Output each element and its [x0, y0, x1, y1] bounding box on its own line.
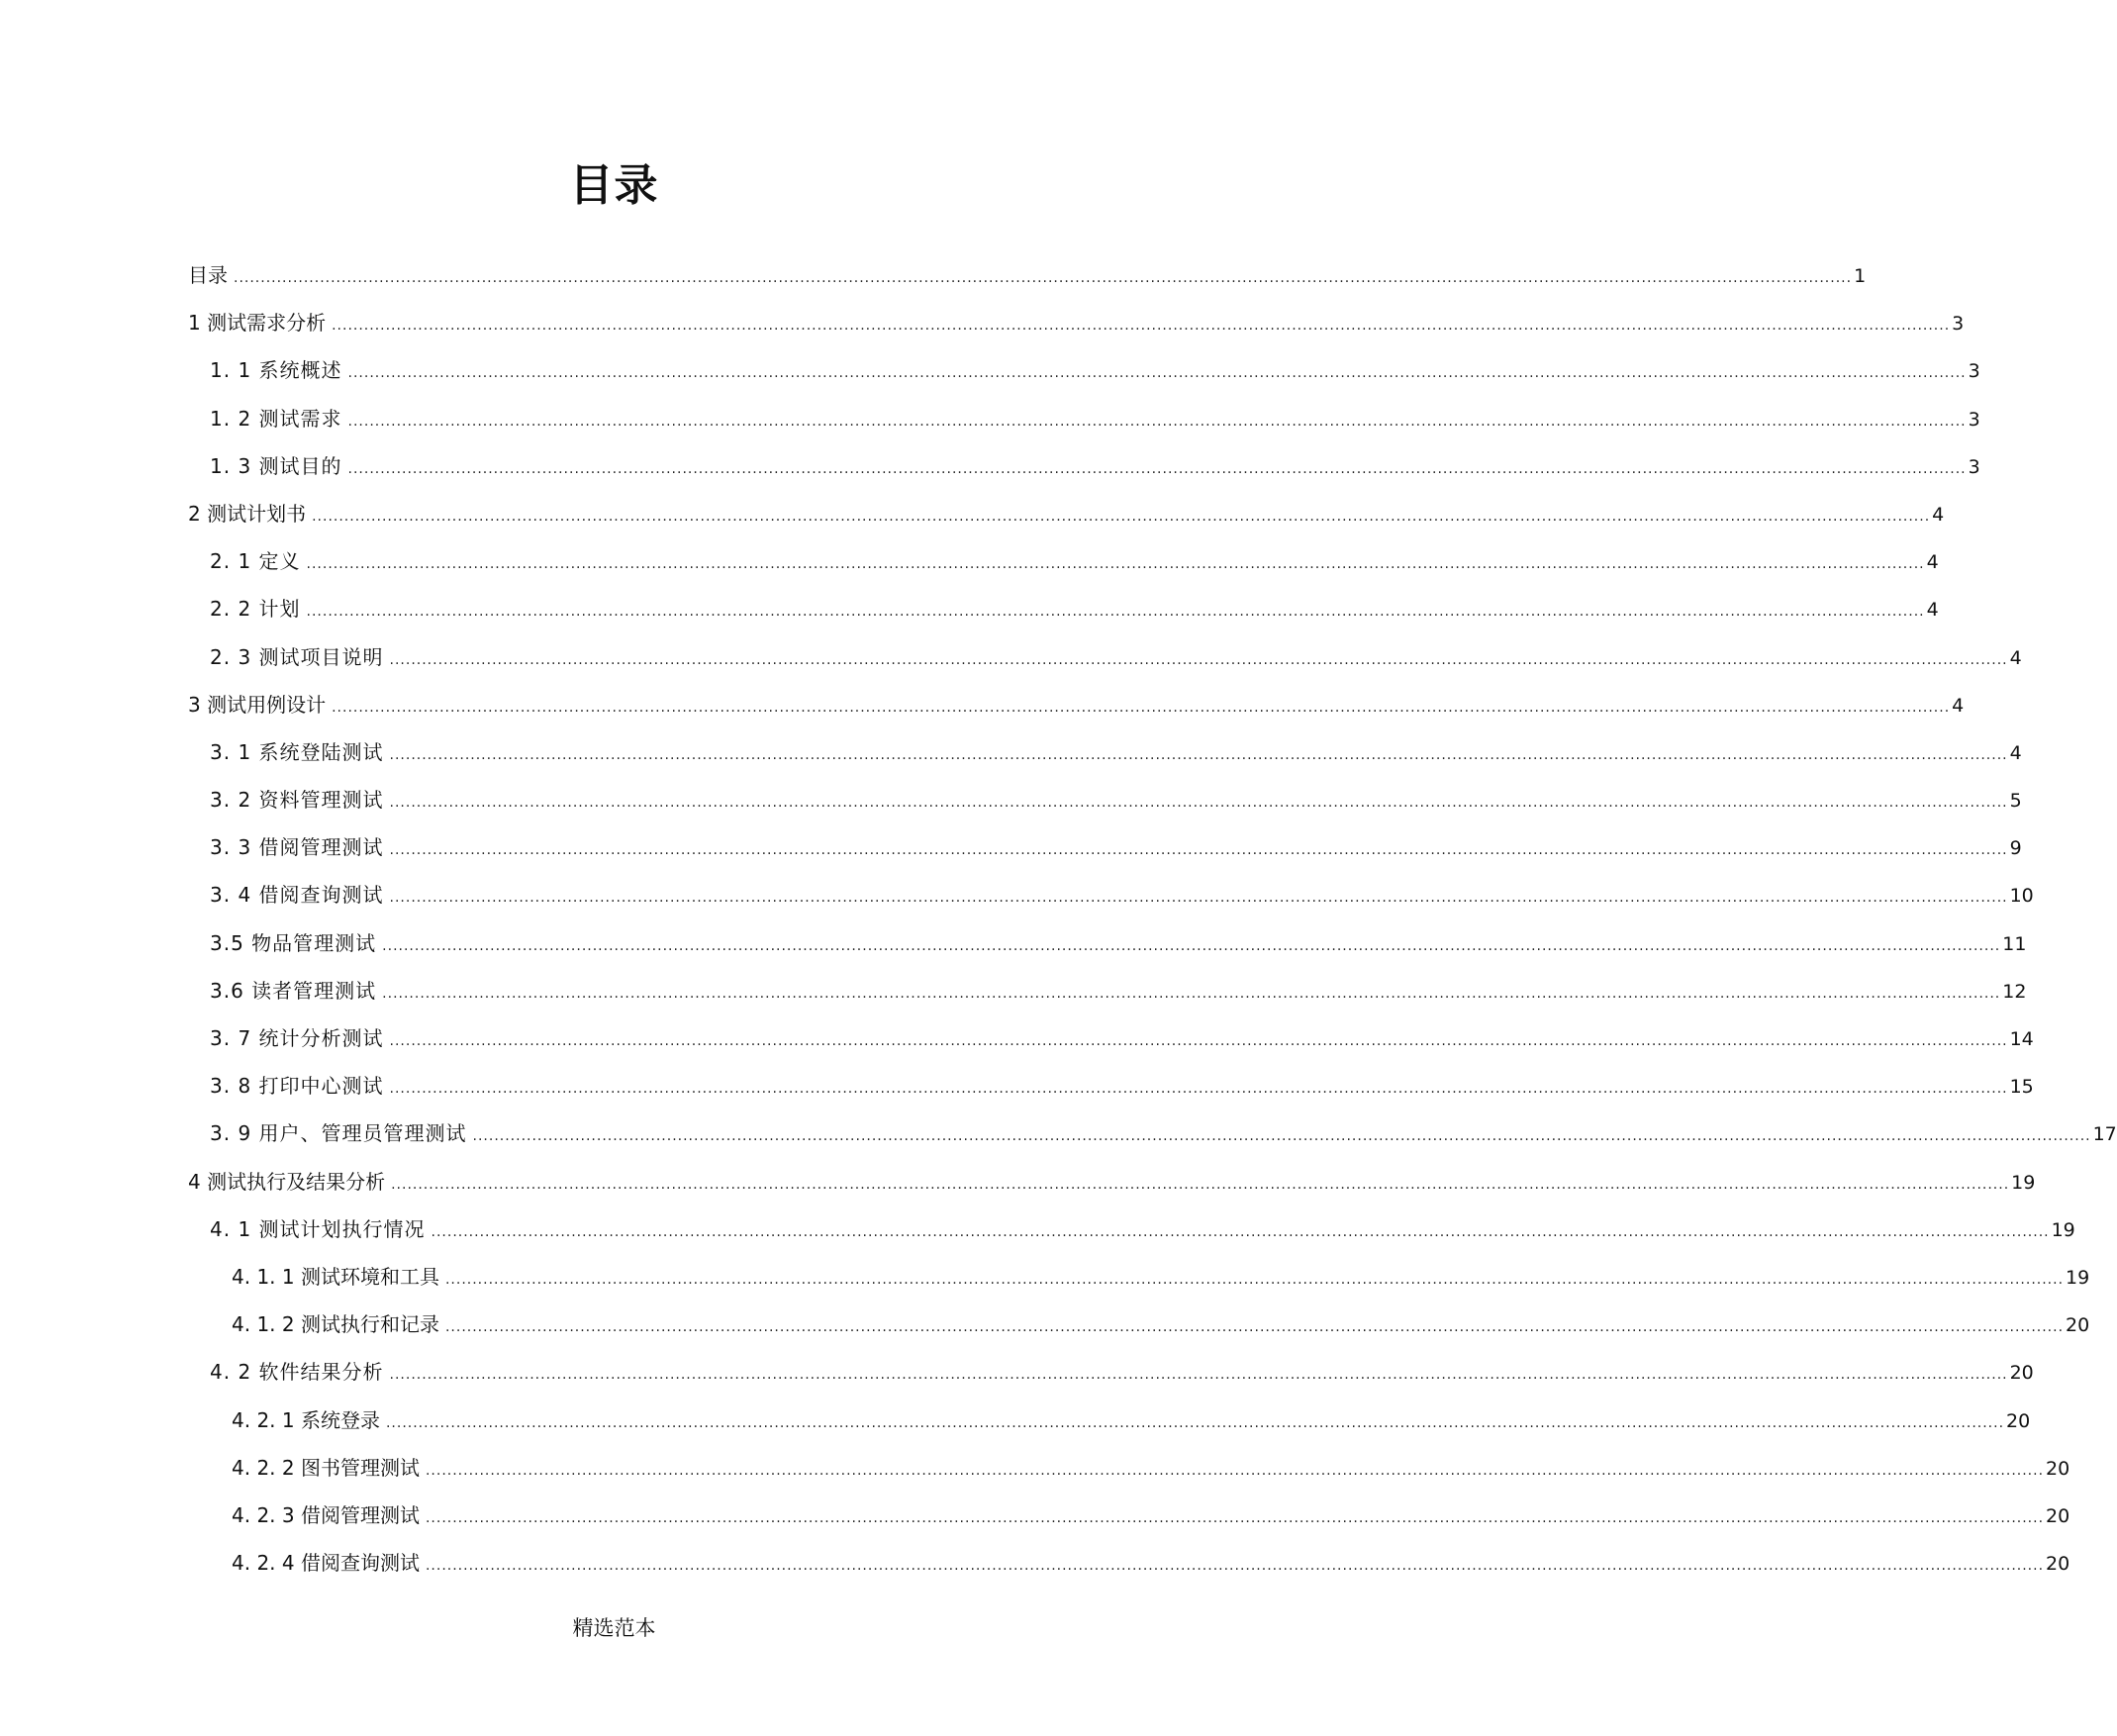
toc-dot-leader: ............................................................................................................................................................................................................................................................................................................ — [347, 365, 1967, 382]
toc-dot-leader: ............................................................................................................................................................................................................................................................................................................ — [444, 1271, 2065, 1288]
toc-dot-leader: ............................................................................................................................................................................................................................................................................................................ — [389, 1033, 2008, 1049]
toc-entry-text: 4. 2. 3 借阅管理测试 — [232, 1502, 420, 1527]
toc-page-number: 17 — [2092, 1123, 2117, 1146]
toc-entry-text: 4. 2. 2 图书管理测试 — [232, 1455, 420, 1480]
toc-dot-leader: ............................................................................................................................................................................................................................................................................................................ — [385, 1414, 2005, 1431]
toc-dot-leader: ............................................................................................................................................................................................................................................................................................................ — [332, 699, 1951, 716]
toc-entry[interactable] — [188, 260, 1867, 308]
table-of-contents — [188, 260, 2117, 1595]
toc-entry[interactable] — [188, 1262, 2090, 1309]
toc-page-number: 14 — [2009, 1028, 2034, 1050]
toc-dot-leader: ............................................................................................................................................................................................................................................................................................................ — [312, 508, 1931, 525]
toc-entry[interactable] — [188, 1214, 2075, 1262]
toc-page-number: 4 — [2009, 646, 2022, 669]
toc-entry-text: 4. 1. 1 测试环境和工具 — [232, 1264, 439, 1289]
toc-entry-text: 4. 2 软件结果分析 — [210, 1360, 384, 1385]
toc-dot-leader: ............................................................................................................................................................................................................................................................................................................ — [347, 413, 1967, 430]
toc-dot-leader: ............................................................................................................................................................................................................................................................................................................ — [472, 1128, 2091, 1145]
toc-page-number: 4 — [1952, 694, 1965, 717]
toc-page-number: 4 — [2009, 741, 2022, 764]
toc-entry[interactable] — [188, 880, 2034, 927]
toc-dot-leader: ............................................................................................................................................................................................................................................................................................................ — [234, 270, 1853, 286]
toc-page-number: 4 — [1932, 503, 1945, 526]
toc-entry-text: 3 测试用例设计 — [188, 692, 327, 717]
toc-dot-leader: ............................................................................................................................................................................................................................................................................................................ — [389, 890, 2008, 907]
toc-page-number: 5 — [2009, 790, 2022, 813]
toc-entry[interactable] — [188, 594, 1939, 641]
toc-entry[interactable] — [188, 1357, 2034, 1404]
toc-entry-text: 1 测试需求分析 — [188, 311, 327, 336]
toc-entry[interactable] — [188, 737, 2022, 785]
toc-entry[interactable] — [188, 355, 1980, 403]
toc-page-number: 19 — [2051, 1218, 2075, 1241]
toc-entry[interactable] — [188, 1405, 2031, 1453]
toc-entry-text: 3. 7 统计分析测试 — [210, 1026, 384, 1050]
toc-page-number: 3 — [1968, 408, 1980, 431]
toc-entry-text: 3. 4 借阅查询测试 — [210, 883, 384, 908]
toc-dot-leader: ............................................................................................................................................................................................................................................................................................................ — [389, 1081, 2008, 1098]
toc-entry-text: 2 测试计划书 — [188, 501, 307, 526]
toc-entry[interactable] — [188, 1309, 2090, 1357]
toc-dot-leader: ............................................................................................................................................................................................................................................................................................................ — [389, 1367, 2008, 1384]
toc-page-number: 4 — [1926, 551, 1939, 574]
toc-entry[interactable] — [188, 451, 1980, 499]
toc-dot-leader: ............................................................................................................................................................................................................................................................................................................ — [382, 937, 2001, 954]
toc-entry[interactable] — [188, 1500, 2070, 1548]
toc-entry-text: 2. 3 测试项目说明 — [210, 644, 384, 669]
toc-entry[interactable] — [188, 1118, 2117, 1166]
toc-entry-text: 1. 2 测试需求 — [210, 406, 342, 431]
toc-entry[interactable] — [188, 928, 2027, 976]
toc-page-number: 20 — [2046, 1553, 2070, 1576]
page-title: 目录 — [569, 160, 659, 211]
toc-entry[interactable] — [188, 1548, 2070, 1595]
toc-entry[interactable] — [188, 976, 2027, 1023]
toc-entry[interactable] — [188, 308, 1965, 355]
toc-entry-text: 3. 3 借阅管理测试 — [210, 835, 384, 860]
toc-page-number: 19 — [2011, 1171, 2036, 1194]
toc-entry-text: 3. 9 用户、管理员管理测试 — [210, 1121, 467, 1146]
toc-dot-leader: ............................................................................................................................................................................................................................................................................................................ — [332, 318, 1951, 335]
toc-entry-text: 4. 2. 4 借阅查询测试 — [232, 1551, 420, 1576]
toc-dot-leader: ............................................................................................................................................................................................................................................................................................................ — [306, 604, 1925, 621]
toc-dot-leader: ............................................................................................................................................................................................................................................................................................................ — [425, 1462, 2045, 1479]
toc-page-number: 12 — [2002, 980, 2027, 1003]
toc-entry-text: 3. 1 系统登陆测试 — [210, 739, 384, 764]
toc-entry-text: 3. 2 资料管理测试 — [210, 788, 384, 813]
toc-dot-leader: ............................................................................................................................................................................................................................................................................................................ — [431, 1223, 2050, 1240]
toc-entry[interactable] — [188, 690, 1965, 737]
toc-entry-text: 3.6 读者管理测试 — [210, 978, 377, 1003]
toc-entry-text: 3. 8 打印中心测试 — [210, 1074, 384, 1099]
toc-entry[interactable] — [188, 1023, 2034, 1071]
toc-page-number: 4 — [1926, 599, 1939, 622]
toc-page-number: 20 — [2046, 1457, 2070, 1480]
toc-entry[interactable] — [188, 785, 2022, 832]
toc-entry-text: 4. 2. 1 系统登录 — [232, 1407, 380, 1432]
toc-entry-text: 2. 1 定义 — [210, 549, 301, 574]
toc-dot-leader: ............................................................................................................................................................................................................................................................................................................ — [389, 795, 2008, 812]
toc-dot-leader: ............................................................................................................................................................................................................................................................................................................ — [444, 1319, 2065, 1336]
toc-entry[interactable] — [188, 1453, 2070, 1500]
toc-page-number: 9 — [2009, 837, 2022, 860]
toc-page-number: 3 — [1968, 455, 1980, 478]
toc-page-number: 20 — [2046, 1504, 2070, 1527]
toc-page-number: 20 — [2066, 1314, 2090, 1337]
toc-entry[interactable] — [188, 1071, 2034, 1118]
toc-dot-leader: ............................................................................................................................................................................................................................................................................................................ — [389, 651, 2008, 668]
toc-entry[interactable] — [188, 1167, 2036, 1214]
toc-entry-text: 4. 1. 2 测试执行和记录 — [232, 1312, 439, 1337]
toc-entry-text: 4 测试执行及结果分析 — [188, 1169, 386, 1194]
toc-page-number: 10 — [2009, 885, 2034, 908]
toc-page-number: 20 — [2006, 1409, 2031, 1432]
toc-entry[interactable] — [188, 546, 1939, 594]
toc-entry-text: 2. 2 计划 — [210, 597, 301, 622]
toc-dot-leader: ............................................................................................................................................................................................................................................................................................................ — [425, 1509, 2045, 1526]
toc-page-number: 19 — [2066, 1266, 2090, 1289]
toc-entry[interactable] — [188, 642, 2022, 690]
toc-entry-text: 1. 1 系统概述 — [210, 358, 342, 383]
page-footer: 精选范本 — [572, 1616, 656, 1640]
toc-page-number: 3 — [1968, 360, 1980, 383]
toc-dot-leader: ............................................................................................................................................................................................................................................................................................................ — [382, 985, 2001, 1002]
toc-dot-leader: ............................................................................................................................................................................................................................................................................................................ — [425, 1558, 2045, 1575]
toc-dot-leader: ............................................................................................................................................................................................................................................................................................................ — [306, 556, 1925, 573]
toc-entry[interactable] — [188, 499, 1945, 546]
toc-dot-leader: ............................................................................................................................................................................................................................................................................................................ — [391, 1176, 2010, 1193]
toc-dot-leader: ............................................................................................................................................................................................................................................................................................................ — [347, 460, 1967, 477]
toc-entry[interactable] — [188, 832, 2022, 880]
toc-entry[interactable] — [188, 404, 1980, 451]
toc-entry-text: 3.5 物品管理测试 — [210, 930, 377, 955]
toc-entry-text: 目录 — [188, 263, 228, 287]
toc-page-number: 11 — [2002, 932, 2027, 955]
toc-page-number: 20 — [2009, 1362, 2034, 1385]
toc-entry-text: 4. 1 测试计划执行情况 — [210, 1216, 426, 1241]
toc-dot-leader: ............................................................................................................................................................................................................................................................................................................ — [389, 746, 2008, 763]
toc-page-number: 15 — [2009, 1076, 2034, 1099]
toc-entry-text: 1. 3 测试目的 — [210, 453, 342, 478]
toc-page-number: 3 — [1952, 313, 1965, 336]
toc-page-number: 1 — [1854, 265, 1867, 287]
toc-dot-leader: ............................................................................................................................................................................................................................................................................................................ — [389, 842, 2008, 859]
